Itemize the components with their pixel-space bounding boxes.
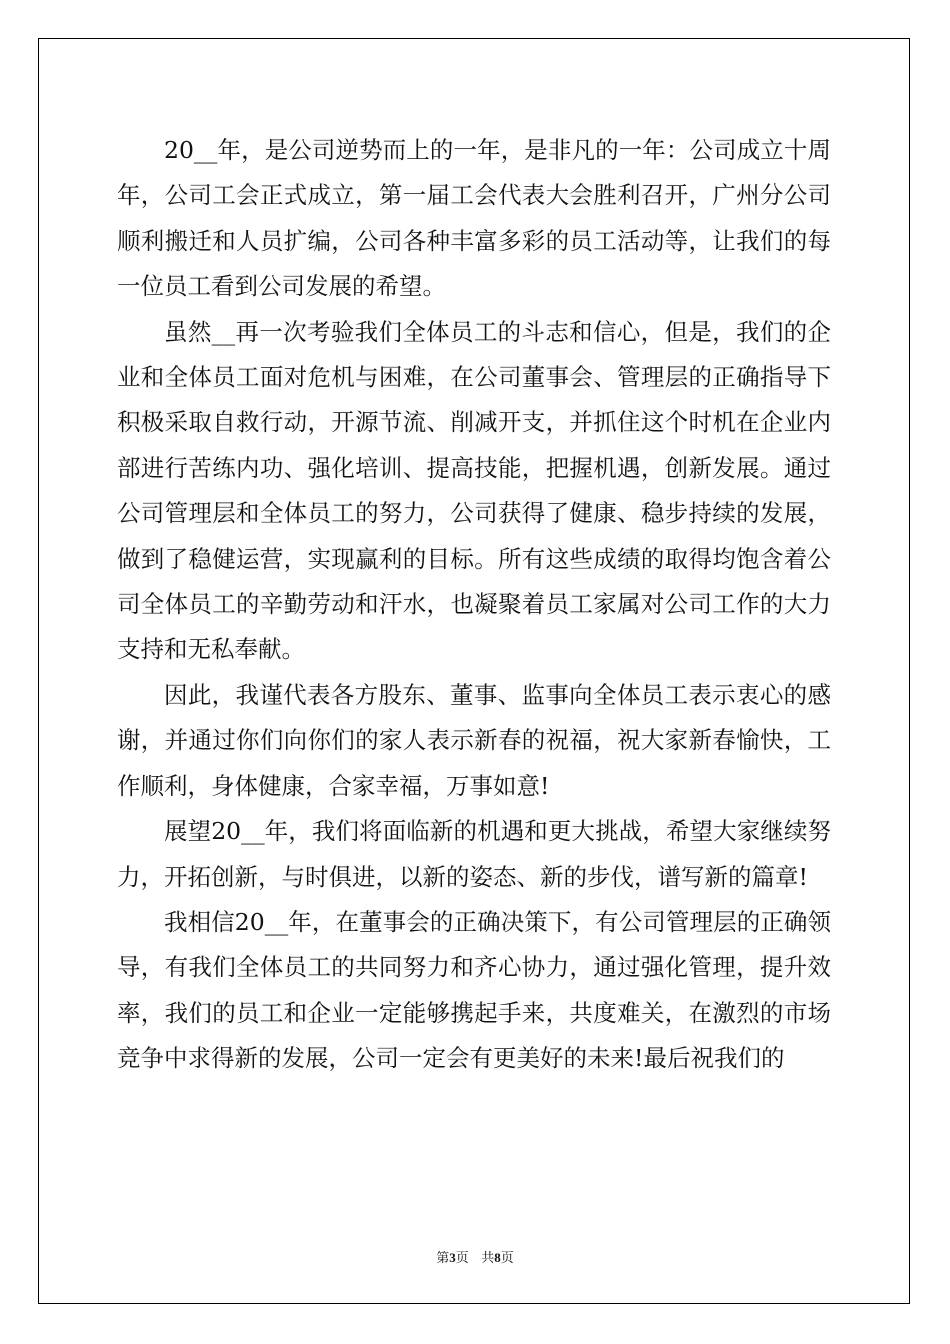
paragraph-3: 因此，我谨代表各方股东、董事、监事向全体员工表示衷心的感谢，并通过你们向你们的家人表示新春的祝福，祝大家新春愉快，工作顺利，身体健康，合家幸福，万事如意! [117,680,831,800]
total-pages: 8 [494,1250,501,1265]
document-body [117,128,831,1082]
paragraph-4: 展望20__年，我们将面临新的机遇和更大挑战，希望大家继续努力，开拓创新，与时俱进，以新的姿态、新的步伐，谱写新的篇章! [117,817,831,891]
page-number: 3 [449,1250,456,1265]
page-footer [0,1247,950,1266]
paragraph-1: 20__年，是公司逆势而上的一年，是非凡的一年：公司成立十周年，公司工会正式成立，第一届工会代表大会胜利召开，广州分公司顺利搬迁和人员扩编，公司各种丰富多彩的员工活动等，让我们的每一位员工看到公司发展的希望。 [117,136,831,301]
total-prefix: 共 [481,1251,495,1266]
paragraph-5: 我相信20__年，在董事会的正确决策下，有公司管理层的正确领导，有我们全体员工的共同努力和齐心协力，通过强化管理，提升效率，我们的员工和企业一定能够携起手来，共度难关，在激烈的市场竞争中求得新的发展，公司一定会有更美好的未来!最后祝我们的 [117,907,831,1073]
total-suffix: 页 [500,1251,514,1266]
page-prefix: 第 [436,1251,450,1266]
paragraph-2: 虽然__再一次考验我们全体员工的斗志和信心，但是，我们的企业和全体员工面对危机与困难，在公司董事会、管理层的正确指导下积极采取自救行动，开源节流、削减开支，并抓住这个时机在企业内部进行苦练内功、强化培训、提高技能，把握机遇，创新发展。通过公司管理层和全体员工的努力，公司获得了健康、稳步持续的发展，做到了稳健运营，实现赢利的目标。所有这些成绩的取得均饱含着公司全体员工的辛勤劳动和汗水，也凝聚着员工家属对公司工作的大力支持和无私奉献。 [117,317,831,664]
page-suffix: 页 [455,1251,469,1266]
